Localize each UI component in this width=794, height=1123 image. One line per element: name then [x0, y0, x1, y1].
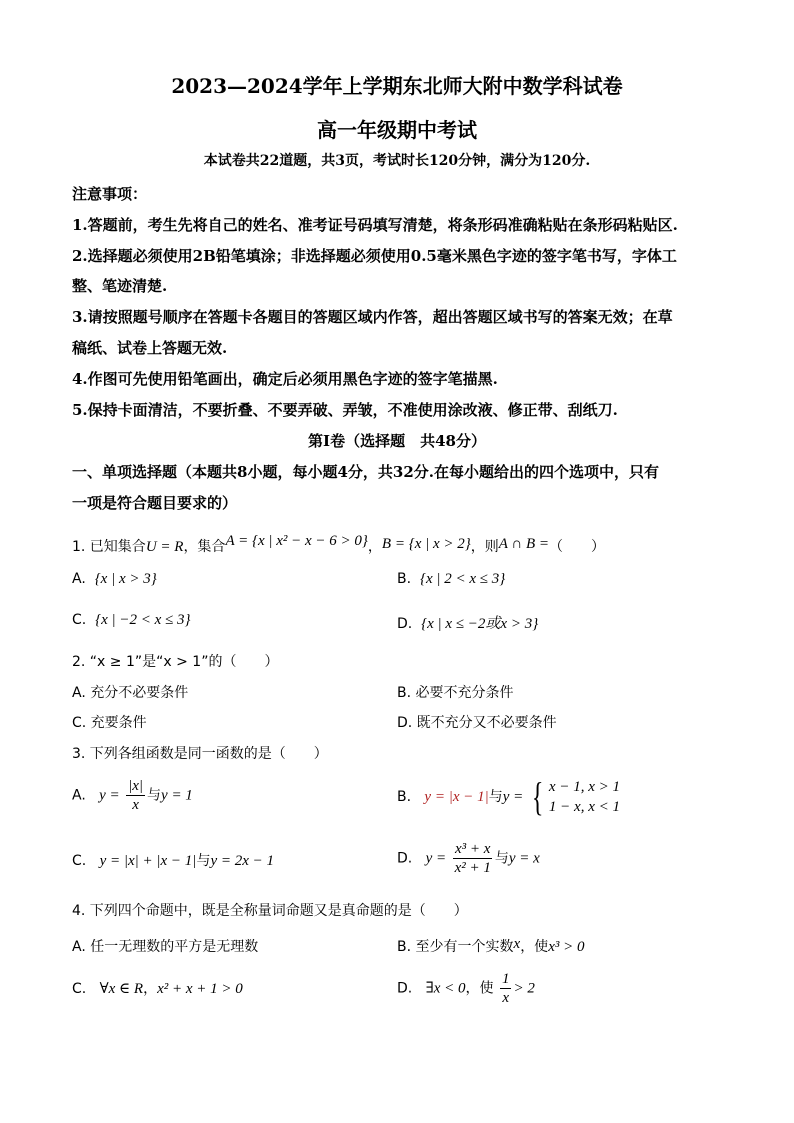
note-3-line-1: 3.请按照题号顺序在答题卡各题目的答题区域内作答，超出答题区域书写的答案无效；在草 — [72, 308, 673, 326]
question-2-stem: 2. “x ≥ 1”是“x > 1”的（ ） — [72, 654, 279, 670]
q3-option-a-denominator: x — [132, 797, 139, 813]
exam-subtitle: 高一年级期中考试 — [317, 118, 477, 142]
q3-option-d-label: D. — [397, 850, 413, 867]
q3-option-d-lhs: y = — [425, 850, 447, 867]
q1-expression: A ∩ B = — [498, 536, 550, 552]
q1-option-c — [72, 612, 191, 629]
q1-prefix: 1. 已知集合 — [72, 539, 146, 555]
q4-option-c-label: C. — [72, 981, 87, 997]
q3-option-a-numerator: |x| — [128, 778, 144, 794]
volume-heading: 第Ⅰ卷（选择题 共48分） — [308, 432, 486, 450]
q4-option-d — [397, 970, 535, 1007]
q3-option-b-case-2: 1 − x, x < 1 — [548, 799, 620, 815]
q3-option-a-label: A. — [72, 787, 86, 804]
q3-option-b-and: 与 — [488, 789, 503, 805]
q4-option-c-expr-2: x² + x + 1 > 0 — [157, 981, 243, 997]
q1-set-b: B = {x | x > 2} — [381, 536, 471, 552]
q4-option-d-mid: ，使 — [465, 980, 494, 997]
q1-option-c-label: C. — [72, 612, 87, 628]
q3-option-b — [397, 774, 620, 819]
q4-option-d-denominator: x — [502, 990, 510, 1006]
q1-option-a-label: A. — [72, 571, 86, 587]
q3-option-a-fraction — [126, 777, 145, 814]
q4-option-d-rhs: > 2 — [513, 980, 535, 997]
q4-option-c — [72, 978, 243, 998]
q4-option-b-expr: x³ > 0 — [548, 939, 585, 955]
q1-mid-text: ，集合 — [183, 539, 226, 555]
q4-option-b-mid: ，使 — [520, 939, 549, 955]
note-5: 5.保持卡面清洁，不要折叠、不要弄破、弄皱，不准使用涂改液、修正带、刮纸刀. — [72, 401, 618, 419]
q4-option-b-label: B. 至少有一个实数 — [397, 939, 514, 955]
question-3-stem: 3. 下列各组函数是同一函数的是（ ） — [72, 746, 328, 762]
note-2-line-1: 2.选择题必须使用2B铅笔填涂；非选择题必须使用0.5毫米黑色字迹的签字笔书写，字体工 — [72, 247, 677, 265]
q1-paren: （ ） — [549, 539, 606, 555]
q3-option-a-rhs: y = 1 — [161, 787, 193, 804]
q1-option-d-text: {x | x ≤ −2或x > 3} — [421, 616, 539, 632]
q3-option-d-and: 与 — [494, 850, 509, 867]
q1-option-b-text: {x | 2 < x ≤ 3} — [419, 571, 506, 587]
q2-option-d: D. 既不充分又不必要条件 — [397, 715, 557, 731]
q3-option-d — [397, 840, 540, 877]
q1-option-c-text: {x | −2 < x ≤ 3} — [95, 612, 191, 628]
q3-option-d-rhs: y = x — [508, 850, 540, 867]
question-4-stem: 4. 下列四个命题中，既是全称量词命题又是真命题的是（ ） — [72, 903, 468, 919]
exam-title: 2023—2024学年上学期东北师大附中数学科试卷 — [171, 74, 623, 98]
q4-option-c-expr-1: ∀x ∈ R — [99, 981, 144, 997]
q1-set-a: A = {x | x² − x − 6 > 0} — [225, 533, 368, 549]
q1-option-a-text: {x | x > 3} — [94, 571, 157, 587]
q2-option-c: C. 充要条件 — [72, 715, 147, 731]
notes-heading: 注意事项： — [72, 185, 148, 203]
question-1-stem — [72, 533, 606, 556]
q3-option-b-label: B. — [397, 789, 412, 805]
q3-option-c-lhs: y = |x| + |x − 1| — [99, 853, 197, 869]
q1-option-b — [397, 571, 505, 588]
part1-heading-line-1: 一、单项选择题（本题共8小题，每小题4分，共32分.在每小题给出的四个选项中，只有 — [72, 463, 659, 481]
note-2-line-2: 整、笔迹清楚. — [72, 277, 168, 295]
q3-option-d-fraction — [453, 840, 493, 877]
q3-option-c-rhs: y = 2x − 1 — [210, 853, 274, 869]
q2-option-b: B. 必要不充分条件 — [397, 685, 514, 701]
q1-option-b-label: B. — [397, 571, 412, 587]
q1-option-d-label: D. — [397, 616, 413, 632]
left-brace-icon: { — [531, 774, 544, 819]
q1-then: ，则 — [470, 539, 499, 555]
q4-option-b — [397, 936, 584, 956]
q3-option-d-denominator: x² + 1 — [454, 860, 491, 876]
q3-option-b-case-1: x − 1, x > 1 — [548, 779, 620, 795]
q3-option-b-y: y = — [502, 789, 524, 805]
exam-info: 本试卷共22道题，共3页，考试时长120分钟，满分为120分. — [203, 153, 591, 169]
q3-option-a — [72, 777, 193, 814]
q1-separator: ， — [367, 539, 382, 555]
q4-option-d-fraction — [500, 970, 512, 1007]
q4-option-d-expr-1: ∃x < 0 — [425, 980, 466, 997]
q1-option-a — [72, 571, 157, 588]
q3-option-b-lhs: y = |x − 1| — [424, 789, 489, 805]
part1-heading-line-2: 一项是符合题目要求的） — [72, 494, 238, 512]
note-3-line-2: 稿纸、试卷上答题无效. — [72, 339, 228, 357]
q1-universal-set: U = R — [145, 539, 184, 555]
note-4: 4.作图可先使用铅笔画出，确定后必须用黑色字迹的签字笔描黑. — [72, 370, 498, 388]
q3-option-a-lhs: y = — [99, 787, 120, 804]
q3-option-c-label: C. — [72, 853, 87, 869]
q4-option-d-label: D. — [397, 980, 413, 997]
q2-option-a: A. 充分不必要条件 — [72, 685, 189, 701]
note-1: 1.答题前，考生先将自己的姓名、准考证号码填写清楚，将条形码准确粘贴在条形码粘贴区. — [72, 216, 678, 234]
q3-option-a-and: 与 — [147, 787, 162, 804]
q4-option-d-numerator: 1 — [501, 971, 510, 987]
q4-option-a: A. 任一无理数的平方是无理数 — [72, 939, 259, 955]
q4-option-c-sep: ， — [143, 981, 158, 997]
q3-option-d-numerator: x³ + x — [455, 841, 491, 857]
q3-option-c-and: 与 — [196, 853, 211, 869]
q1-option-d — [397, 612, 538, 633]
q3-option-c — [72, 850, 274, 870]
q4-option-b-var: x — [513, 936, 521, 952]
q3-option-b-piecewise — [528, 774, 620, 819]
